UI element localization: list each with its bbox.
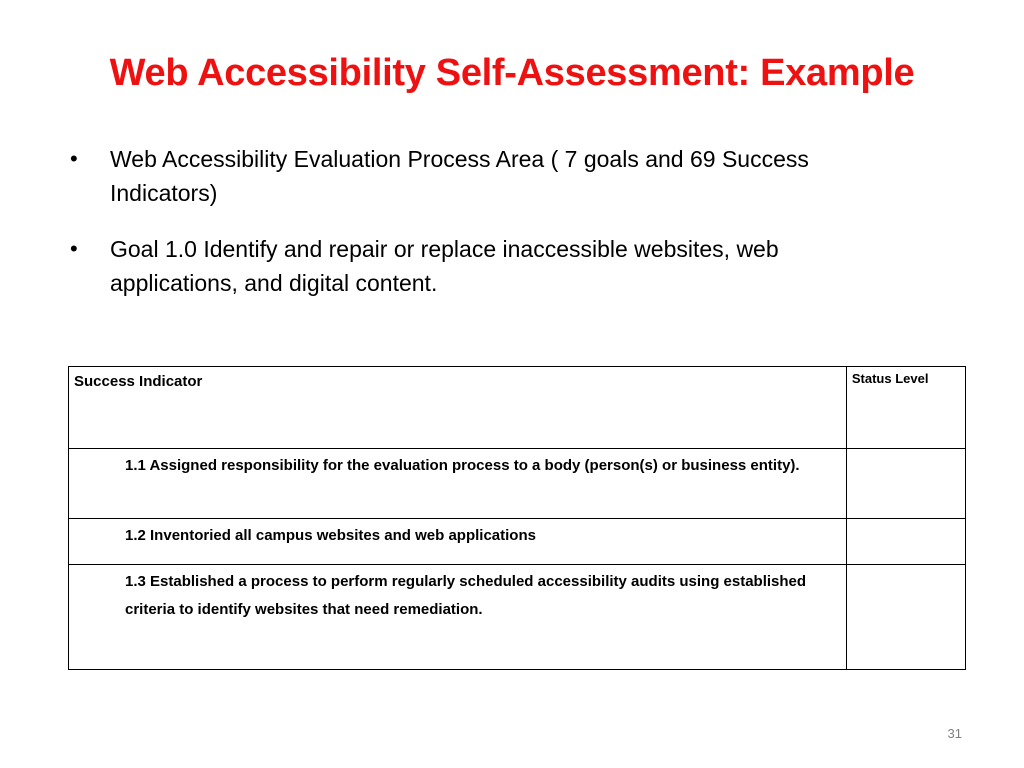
- page-number: 31: [947, 726, 962, 741]
- bullet-marker: •: [70, 236, 78, 261]
- header-status-level: Status Level: [846, 367, 965, 449]
- slide-title: Web Accessibility Self-Assessment: Example: [109, 52, 915, 94]
- table-row: [69, 519, 966, 565]
- bullet-text: Web Accessibility Evaluation Process Area ( 7 goals and 69 Success Indicators): [110, 146, 809, 206]
- table-header-row: [69, 367, 966, 449]
- bullet-text: Goal 1.0 Identify and repair or replace inaccessible websites, web applications, and digital content.: [110, 236, 779, 296]
- indicator-cell: 1.3 Established a process to perform regularly scheduled accessibility audits using established criteria to identify websites that need remediation.: [69, 565, 847, 670]
- indicator-cell: 1.2 Inventoried all campus websites and web applications: [69, 519, 847, 565]
- success-indicator-table: [68, 366, 966, 670]
- bullet-item: [70, 232, 900, 300]
- status-cell: [846, 519, 965, 565]
- table-row: [69, 449, 966, 519]
- bullet-marker: •: [70, 146, 78, 171]
- table-row: [69, 565, 966, 670]
- status-cell: [846, 449, 965, 519]
- indicator-cell: 1.1 Assigned responsibility for the evaluation process to a body (person(s) or business entity).: [69, 449, 847, 519]
- bullet-list: [70, 142, 900, 322]
- bullet-item: [70, 142, 900, 210]
- header-success-indicator: Success Indicator: [69, 367, 847, 449]
- status-cell: [846, 565, 965, 670]
